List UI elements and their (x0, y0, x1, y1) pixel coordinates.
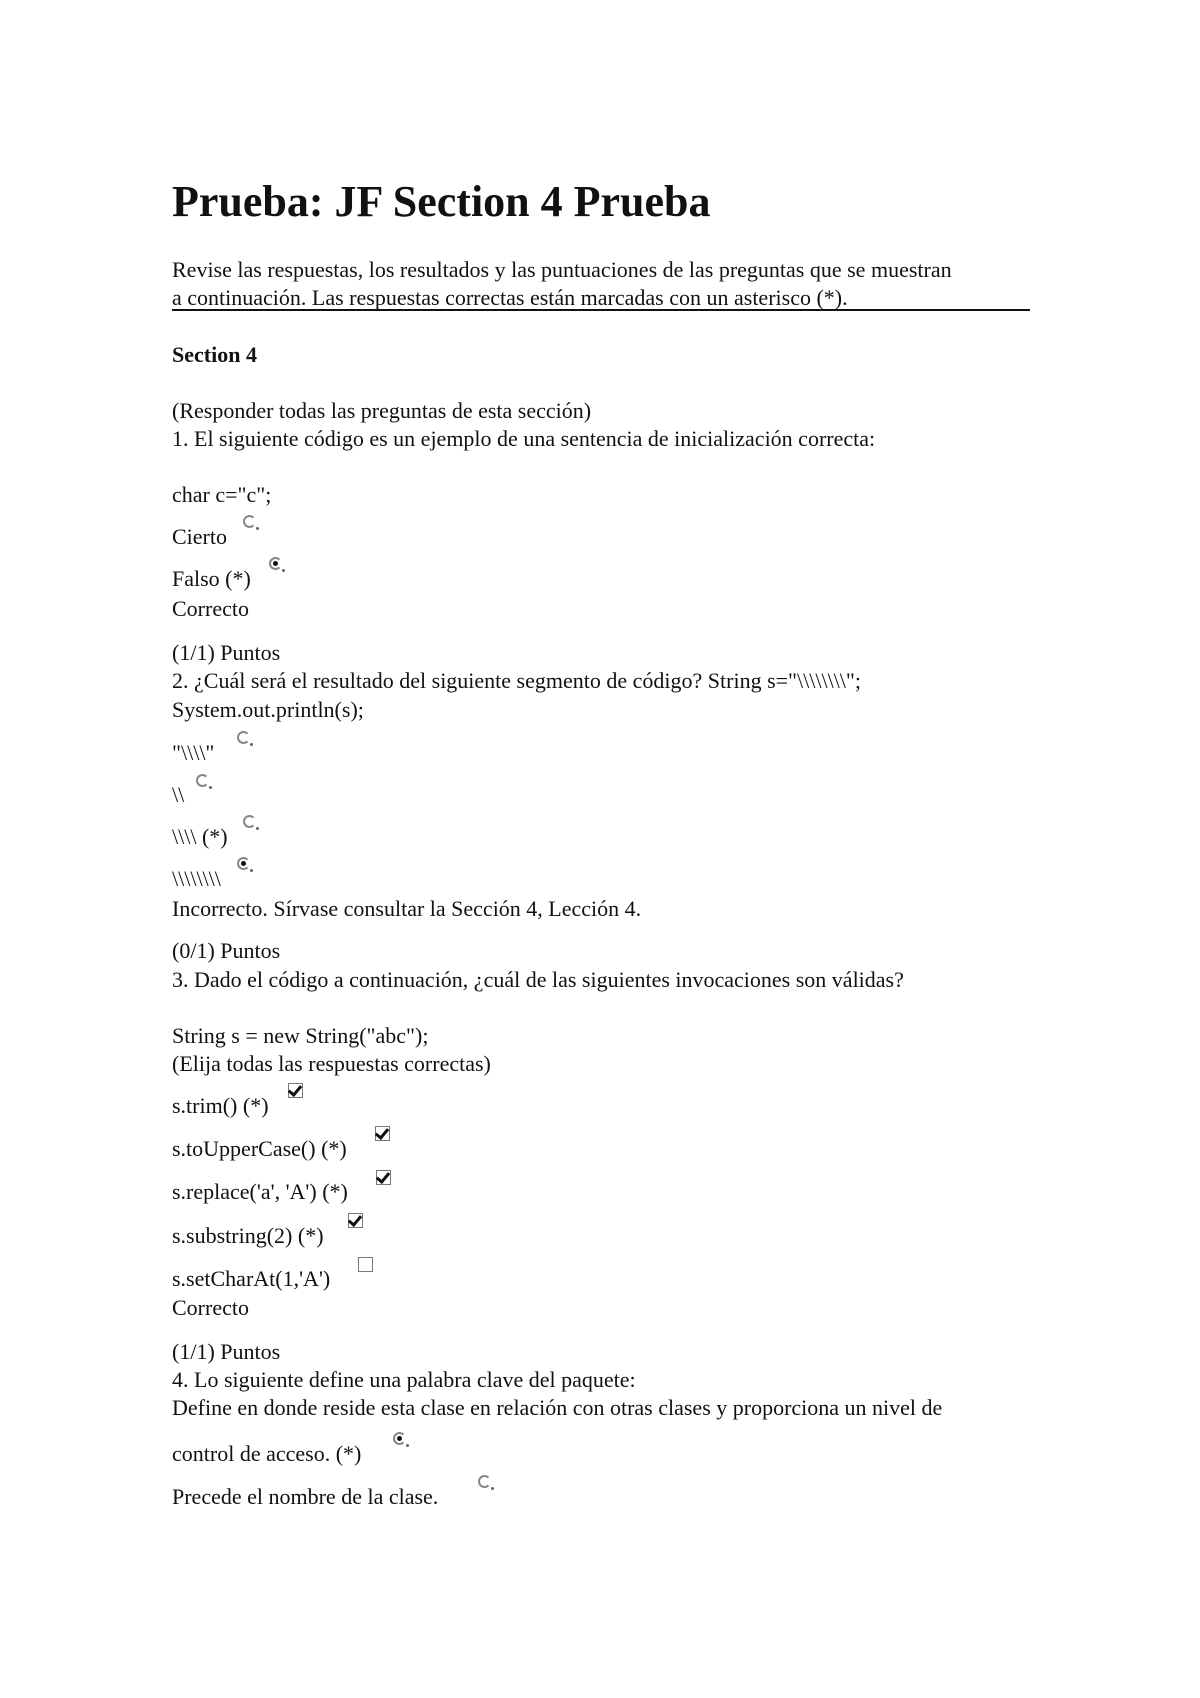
question-3-option-1-label: s.trim() (*) (172, 1093, 269, 1118)
question-3-code: String s = new String("abc"); (172, 1023, 429, 1048)
question-2-option-2-label: \\ (172, 782, 185, 807)
question-1-code: char c="c"; (172, 482, 272, 507)
question-4-prompt: 4. Lo siguiente define una palabra clave del paquete: (172, 1367, 636, 1392)
section-instruction: (Responder todas las preguntas de esta sección) (172, 398, 592, 423)
question-1-prompt: 1. El siguiente código es un ejemplo de una sentencia de inicialización correcta: (172, 426, 876, 451)
intro-line-2: a continuación. Las respuestas correctas están marcadas con un asterisco (*). (172, 285, 848, 310)
intro-underline (172, 309, 1030, 311)
question-2-option-4-label: \\\\\\\\ (172, 866, 221, 891)
question-3-option-4-checkbox[interactable] (348, 1213, 363, 1228)
question-2-option-3-label: \\\\ (*) (172, 824, 228, 849)
radio-selected-dot (241, 861, 246, 866)
question-4-option-2-radio[interactable] (478, 1475, 491, 1488)
question-3-prompt: 3. Dado el código a continuación, ¿cuál de las siguientes invocaciones son válidas? (172, 967, 904, 992)
question-1-option-1-label: Cierto (172, 524, 227, 549)
question-3-option-3-label: s.replace('a', 'A') (*) (172, 1179, 348, 1204)
page-title: Prueba: JF Section 4 Prueba (172, 177, 711, 226)
question-3-option-4-label: s.substring(2) (*) (172, 1223, 324, 1248)
radio-selected-dot (397, 1436, 402, 1441)
question-2-result: Incorrecto. Sírvase consultar la Sección 4, Lección 4. (172, 896, 642, 921)
question-1-result: Correcto (172, 596, 249, 621)
radio-selected-dot (273, 561, 278, 566)
question-3-result: Correcto (172, 1295, 249, 1320)
question-3-option-2-checkbox[interactable] (375, 1126, 390, 1141)
question-1-option-2-radio[interactable] (269, 557, 282, 570)
question-2-option-2-radio[interactable] (196, 774, 209, 787)
question-2-option-4-radio[interactable] (237, 857, 250, 870)
question-1-option-1-radio[interactable] (243, 515, 256, 528)
checkmark-icon (375, 1125, 389, 1140)
intro-line-1: Revise las respuestas, los resultados y las puntuaciones de las preguntas que se muestran (172, 257, 952, 282)
question-2-prompt-line-2: System.out.println(s); (172, 697, 364, 722)
question-2-option-1-label: "\\\\" (172, 740, 215, 765)
section-heading: Section 4 (172, 342, 257, 367)
question-3-option-3-checkbox[interactable] (376, 1170, 391, 1185)
question-3-points: (1/1) Puntos (172, 1339, 281, 1364)
question-1-option-2-label: Falso (*) (172, 566, 251, 591)
question-3-option-1-checkbox[interactable] (288, 1083, 303, 1098)
checkmark-icon (288, 1082, 302, 1097)
question-2-option-1-radio[interactable] (237, 731, 250, 744)
checkmark-icon (348, 1212, 362, 1227)
checkmark-icon (376, 1169, 390, 1184)
question-2-option-3-radio[interactable] (243, 815, 256, 828)
question-2-points: (0/1) Puntos (172, 938, 281, 963)
question-3-option-5-label: s.setCharAt(1,'A') (172, 1266, 331, 1291)
question-4-option-1-label-line-1: Define en donde reside esta clase en relación con otras clases y proporciona un nivel de (172, 1395, 943, 1420)
question-4-option-1-label-line-2: control de acceso. (*) (172, 1441, 362, 1466)
question-3-option-5-checkbox[interactable] (358, 1257, 373, 1272)
question-1-points: (1/1) Puntos (172, 640, 281, 665)
question-2-prompt-line-1: 2. ¿Cuál será el resultado del siguiente segmento de código? String s="\\\\\\\\"; (172, 668, 862, 693)
question-3-hint: (Elija todas las respuestas correctas) (172, 1051, 491, 1076)
question-4-option-1-radio[interactable] (393, 1432, 406, 1445)
question-4-option-2-label: Precede el nombre de la clase. (172, 1484, 439, 1509)
question-3-option-2-label: s.toUpperCase() (*) (172, 1136, 347, 1161)
